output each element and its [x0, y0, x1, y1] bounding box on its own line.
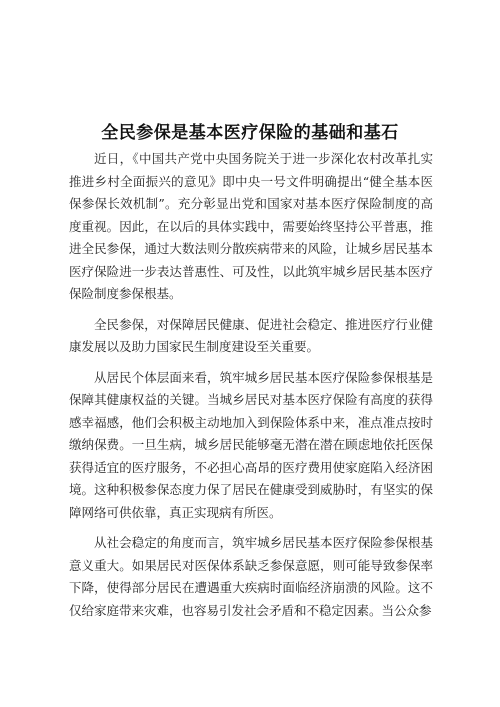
document-body [69, 148, 433, 630]
paragraph: 全民参保，对保障居民健康、促进社会稳定、推进医疗行业健康发展以及助力国家民生制度建设至关重要。 [69, 316, 433, 354]
paragraph: 近日，《中国共产党中央国务院关于进一步深化农村改革扎实推进乡村全面振兴的意见》即中央一号文件明确提出“健全基本医保参保长效机制”。充分彰显出党和国家对基本医疗保险制度的高度重视。因此，在以后的具体实践中，需要始终坚持公平普惠，推进全民参保，通过大数法则分散疾病带来的风险，让城乡居民基本医疗保险进一步表达普惠性、可及性，以此筑牢城乡居民基本医疗保险制度参保根基。 [69, 151, 433, 301]
paragraph: 从社会稳定的角度而言，筑牢城乡居民基本医疗保险参保根基意义重大。如果居民对医保体系缺乏参保意愿，则可能导致参保率下降，使得部分居民在遭遇重大疾病时面临经济崩溃的风险。这不仅给家庭带来灾难，也容易引发社会矛盾和不稳定因素。当公众参 [69, 535, 433, 618]
document-title: 全民参保是基本医疗保险的基础和基石 [101, 123, 399, 143]
paragraph: 从居民个体层面来看，筑牢城乡居民基本医疗保险参保根基是保障其健康权益的关键。当城乡居民对基本医疗保险有高度的获得感幸福感，他们会积极主动地加入到保险体系中来，准点准点按时缴纳保费。一旦生病，城乡居民能够毫无潜在潜在顾虑地依托医保获得适宜的医疗服务，不必担心高昂的医疗费用使家庭陷入经济困境。这种积极参保态度力保了居民在健康受到威胁时，有坚实的保障网络可供依靠，真正实现病有所医。 [69, 369, 433, 520]
